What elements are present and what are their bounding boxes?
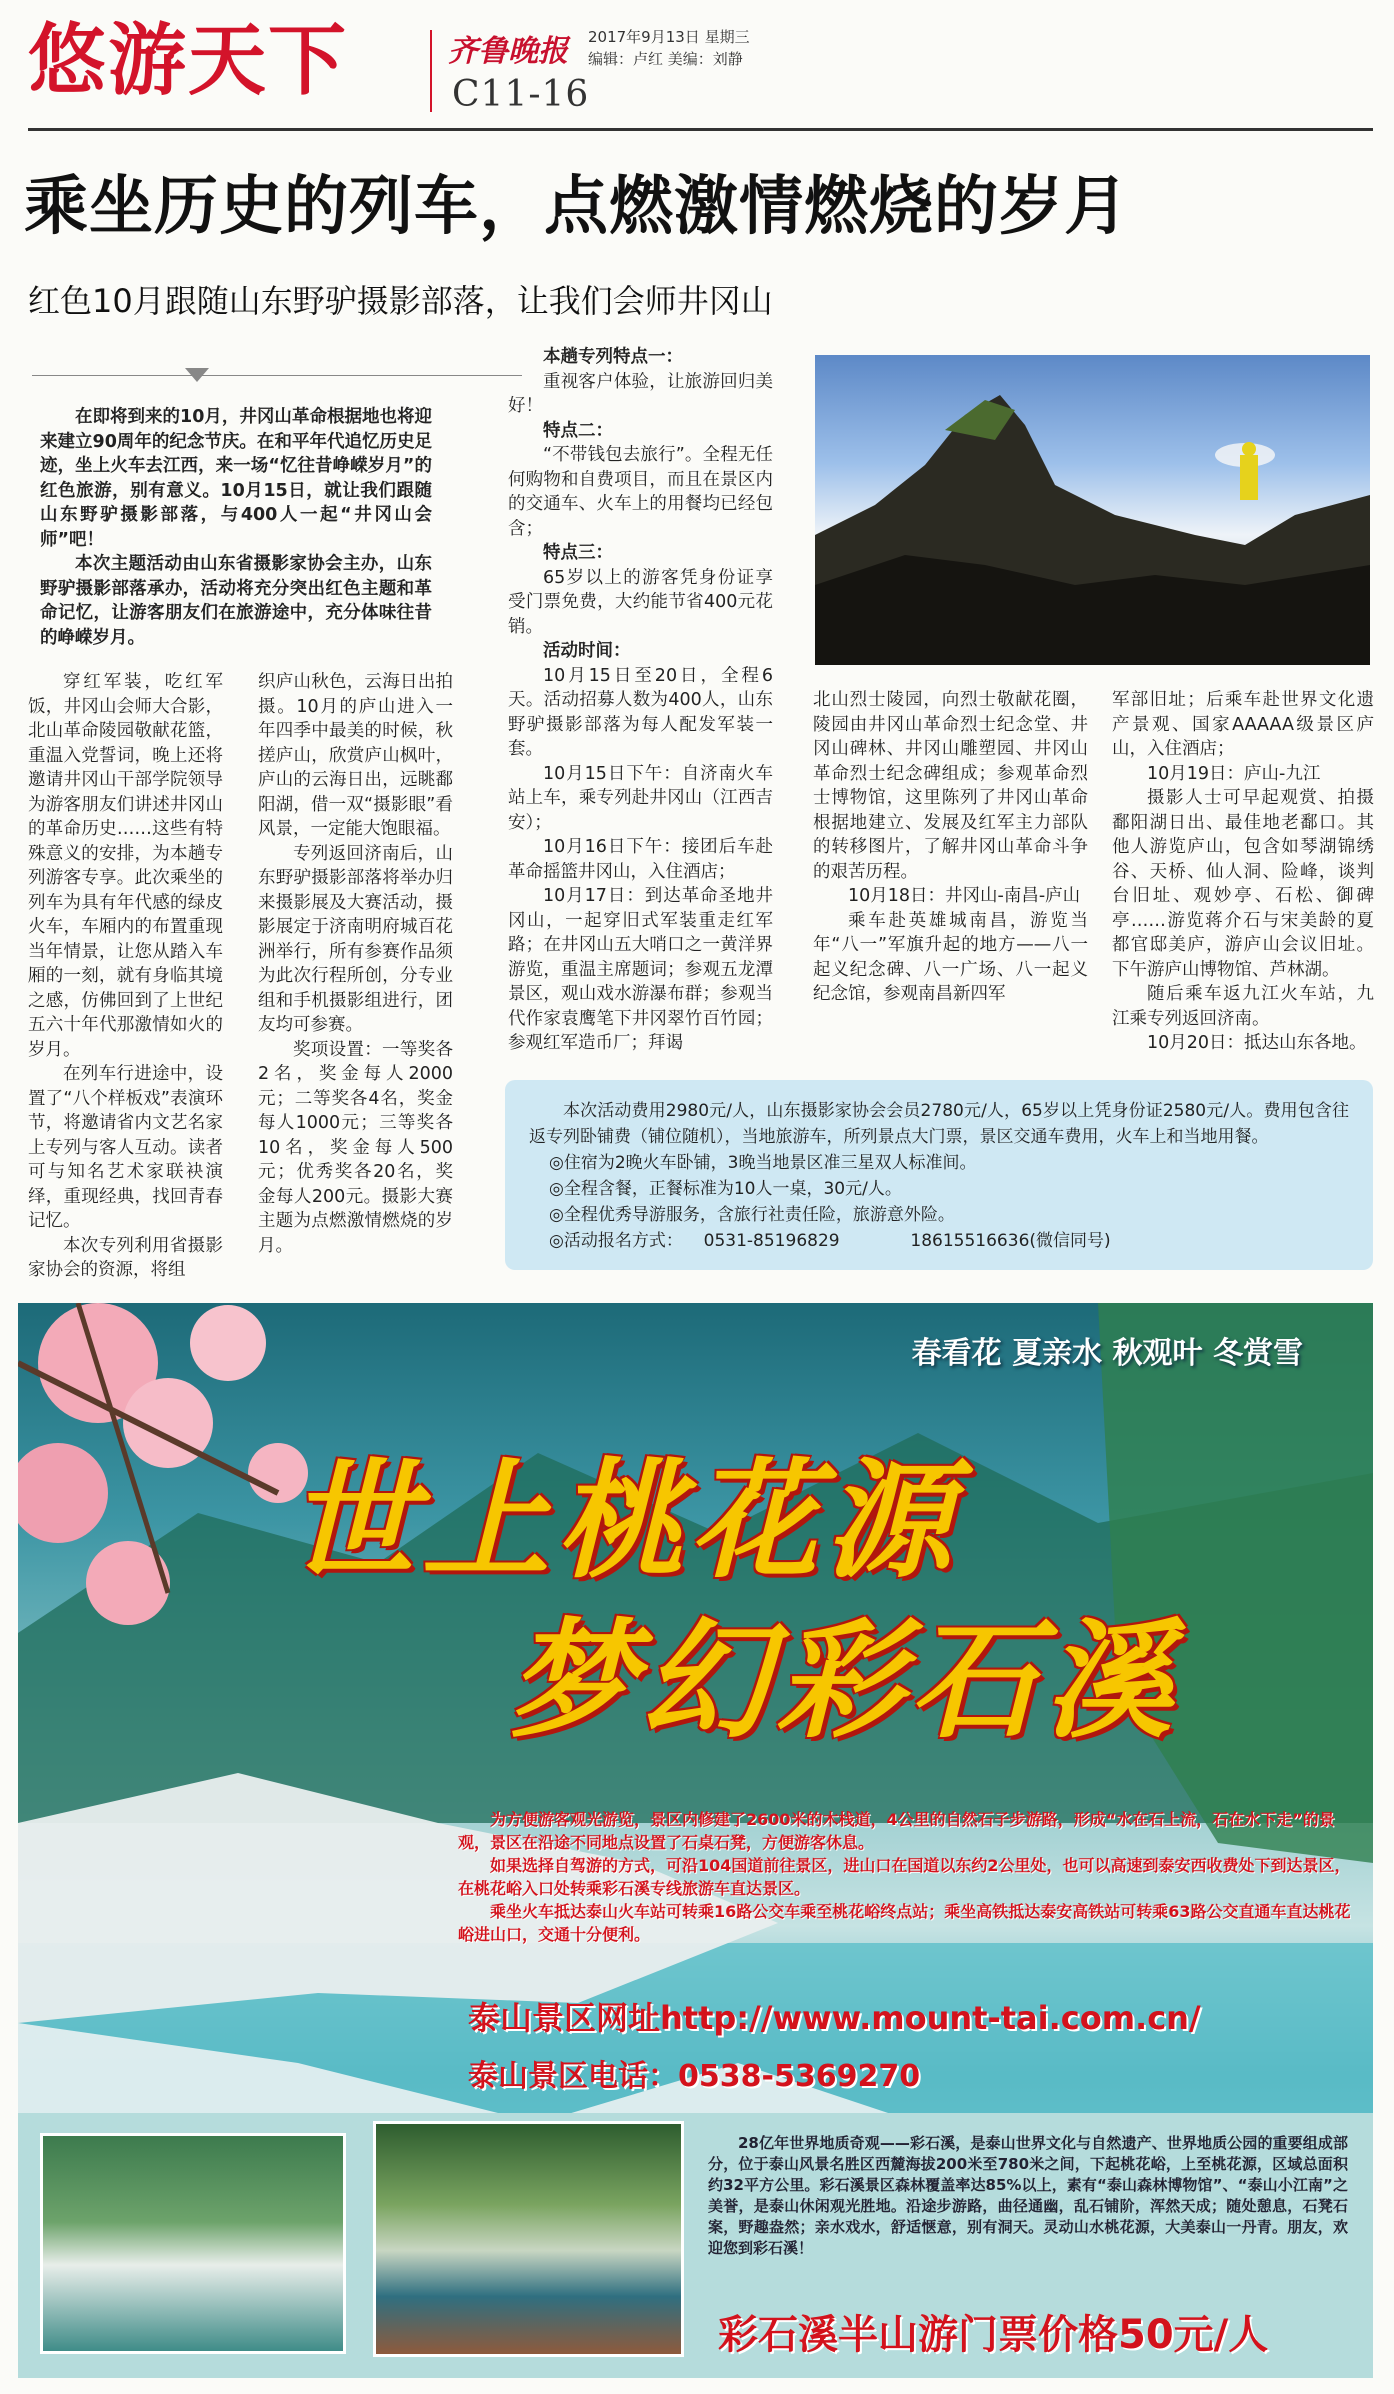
article-paragraph: 织庐山秋色，云海日出拍摄。10月的庐山进入一年四季中最美的时候，秋搓庐山，欣赏庐山枫叶，庐山的云海日出，远眺鄱阳湖，借一双“摄影眼”看风景，一定能大饱眼福。 <box>258 672 453 839</box>
ad-phone[interactable]: 泰山景区电话：0538-5369270 <box>468 2059 921 2094</box>
schedule-day: 10月16日下午：接团后车赴革命摇篮井冈山，入住酒店； <box>508 837 773 882</box>
mountain-photo <box>815 355 1370 665</box>
article-paragraph: 专列返回济南后，山东野驴摄影部落将举办归来摄影展及大赛活动，摄影展定于济南明府城百花洲举行，所有参赛作品须为此次行程所创，分专业组和手机摄影组进行，团友均可参赛。 <box>258 843 453 1035</box>
feature-heading: 本趟专列特点一： <box>543 347 683 367</box>
article-column-e <box>1112 688 1374 1056</box>
schedule-text: 北山烈士陵园，向烈士敬献花圈，陵园由井冈山革命烈士纪念堂、井冈山碑林、井冈山雕塑园、井冈山革命烈士纪念碑组成；参观革命烈士博物馆，这里陈列了井冈山革命根据地建立、发展及红军主力部队的转移图片，了解井冈山革命斗争的艰苦历程。 <box>813 690 1088 882</box>
signup-line <box>529 1228 1349 1254</box>
schedule-text: 随后乘车返九江火车站，九江乘专列返回济南。 <box>1112 984 1374 1029</box>
caishixi-advertisement <box>18 1303 1373 2378</box>
signup-label: ◎活动报名方式： <box>549 1231 683 1251</box>
price-line: 本次活动费用2980元/人，山东摄影家协会会员2780元/人，65岁以上凭身份证2580元/人。费用包含往返专列卧铺费（铺位随机），当地旅游车，所列景点大门票，景区交通车费用，火车上和当地用餐。 <box>529 1101 1349 1147</box>
ad-desc-paragraph: 如果选择自驾游的方式，可沿104国道前往景区，进山口在国道以东约2公里处，也可以高速到泰安西收费处下到达景区，在桃花峪入口处转乘彩石溪专线旅游车直达景区。 <box>458 1856 1351 1898</box>
schedule-day: 10月20日：抵达山东各地。 <box>1147 1033 1367 1053</box>
subheadline: 红色10月跟随山东野驴摄影部落，让我们会师井冈山 <box>28 282 773 320</box>
price-bullet: ◎全程优秀导游服务，含旅行社责任险，旅游意外险。 <box>549 1205 955 1225</box>
ad-title-line2: 梦幻彩石溪 <box>508 1607 1179 1756</box>
ad-desc-paragraph: 为方便游客观光游览，景区内修建了2600米的木栈道，4公里的自然石子步游路，形成“水在石上流，石在水下走”的景观，景区在沿途不同地点设置了石桌石凳，方便游客休息。 <box>458 1810 1335 1852</box>
article-column-a <box>28 670 223 1283</box>
schedule-text: 乘车赴英雄城南昌，游览当年“八一”军旗升起的地方——八一起义纪念碑、八一广场、八一起义纪念馆，参观南昌新四军 <box>813 910 1088 1004</box>
article-column-d <box>813 688 1088 1007</box>
mountain-photo-illustration <box>815 355 1370 665</box>
editor-credit: 编辑：卢红 美编：刘静 <box>588 50 743 68</box>
stream-photo-1 <box>40 2133 346 2354</box>
headline: 乘坐历史的列车，点燃激情燃烧的岁月 <box>24 170 1129 244</box>
publication-date: 2017年9月13日 星期三 <box>588 28 750 46</box>
ad-desc-paragraph: 乘坐火车抵达泰山火车站可转乘16路公交车乘至桃花峪终点站；乘坐高铁抵达泰安高铁站可转乘63路公交直通车直达桃花峪进山口，交通十分便利。 <box>458 1902 1351 1944</box>
article-paragraph: 本次专列利用省摄影家协会的资源，将组 <box>28 1235 223 1280</box>
article-paragraph: 在列车行进途中，设置了“八个样板戏”表演环节，将邀请省内文艺名家上专列与客人互动。读者可与知名艺术家联袂演绎，重现经典，找回青春记忆。 <box>28 1064 223 1231</box>
ad-info-text: 28亿年世界地质奇观——彩石溪，是泰山世界文化与自然遗产、世界地质公园的重要组成部分，位于泰山风景名胜区西麓海拔200米至780米之间，下起桃花峪，上至桃花源，区域总面积约32平方公里。彩石溪景区森林覆盖率达85%以上，素有“泰山森林博物馆”、“泰山小江南”之美誉，是泰山休闲观光胜地。沿途步游路，曲径通幽，乱石铺阶，浑然天成；随处憩息，石凳石案，野趣盎然；亲水戏水，舒适惬意，别有洞天。灵动山水桃花源，大美泰山一丹青。朋友，欢迎您到彩石溪！ <box>708 2134 1348 2257</box>
feature-text: 65岁以上的游客凭身份证享受门票免费，大约能节省400元花销。 <box>508 567 773 637</box>
ad-title-line1: 世上桃花源 <box>288 1447 959 1596</box>
price-bullet: ◎住宿为2晚火车卧铺，3晚当地景区准三星双人标准间。 <box>549 1153 977 1173</box>
feature-heading: 特点二： <box>543 420 613 441</box>
masthead-rule <box>28 128 1373 131</box>
masthead-separator <box>430 30 432 112</box>
ad-seasons-slogan: 春看花 夏亲水 秋观叶 冬赏雪 <box>911 1336 1303 1371</box>
ad-ticket-price: 彩石溪半山游门票价格50元/人 <box>718 2312 1269 2358</box>
schedule-day: 10月17日：到达革命圣地井冈山，一起穿旧式军装重走红军路；在井冈山五大哨口之一黄洋界游览，重温主席题词；参观五龙潭景区，观山戏水游瀑布群；参观当代作家袁鹰笔下井冈翠竹百竹园；参观红军造币厂；拜谒 <box>508 886 773 1053</box>
article-column-c <box>508 345 773 1056</box>
feature-heading: 特点三： <box>543 543 613 563</box>
article-paragraph: 穿红军装，吃红军饭，井冈山会师大合影，北山革命陵园敬献花篮，重温入党誓词，晚上还将邀请井冈山干部学院领导为游客朋友们讲述井冈山的革命历史……这些有特殊意义的安排，为本趟专列游客专享。此次乘坐的列车为具有年代感的绿皮火车，车厢内的布置重现当年情景，让您从踏入车厢的一刻，就有身临其境之感，仿佛回到了上世纪五六十年代那激情如火的岁月。 <box>28 672 223 1060</box>
schedule-text: 摄影人士可早起观赏、拍摄鄱阳湖日出、最佳地老鄱口。其他人游览庐山，包含如琴湖锦绣谷、天桥、仙人洞、险峰，谈判台旧址、观妙亭、石松、御碑亭……游览蒋介石与宋美龄的夏都官邸美庐，游庐山会议旧址。下午游庐山博物馆、芦林湖。 <box>1112 788 1374 980</box>
article-column-b <box>258 670 453 1258</box>
feature-text: 重视客户体验，让旅游回归美好！ <box>508 371 773 416</box>
schedule-day: 10月15日下午：自济南火车站上车，乘专列赴井冈山（江西吉安）； <box>508 763 773 833</box>
ad-description <box>458 1808 1358 1946</box>
schedule-day: 10月19日：庐山-九江 <box>1147 763 1321 784</box>
feature-text: “不带钱包去旅行”。全程无任何购物和自费项目，而且在景区内的交通车、火车上的用餐均已经包含； <box>508 445 773 539</box>
paper-name: 齐鲁晚报 <box>448 34 568 69</box>
price-info-box <box>505 1080 1373 1270</box>
ad-website[interactable]: 泰山景区网址http://www.mount-tai.com.cn/ <box>468 1999 1201 2037</box>
price-bullet: ◎全程含餐，正餐标准为10人一桌，30元/人。 <box>549 1179 902 1199</box>
schedule-heading: 活动时间： <box>543 641 631 661</box>
schedule-day: 10月18日：井冈山-南昌-庐山 <box>848 886 1081 906</box>
intro-paragraph: 本次主题活动由山东省摄影家协会主办，山东野驴摄影部落承办，活动将充分突出红色主题和革命记忆，让游客朋友们在旅游途中，充分体味往昔的峥嵘岁月。 <box>40 554 432 648</box>
signup-mobile[interactable]: 18615516636(微信同号) <box>910 1231 1111 1251</box>
article-paragraph: 奖项设置：一等奖各2名，奖金每人2000元；二等奖各4名，奖金每人1000元；三等奖各10名，奖金每人500元；优秀奖各20名，奖金每人200元。摄影大赛主题为点燃激情燃烧的岁月。 <box>258 1039 453 1256</box>
page-number: C11-16 <box>452 74 590 115</box>
schedule-text: 军部旧址；后乘车赴世界文化遗产景观、国家AAAAA级景区庐山，入住酒店； <box>1112 690 1374 759</box>
intro-text <box>40 405 432 650</box>
section-title: 悠游天下 <box>28 16 349 106</box>
price-text <box>529 1098 1349 1254</box>
intro-paragraph: 在即将到来的10月，井冈山革命根据地也将迎来建立90周年的纪念节庆。在和平年代追忆历史足迹，坐上火车去江西，来一场“忆往昔峥嵘岁月”的红色旅游，别有意义。10月15日，就让我们跟随山东野驴摄影部落，与400人一起“井冈山会师”吧！ <box>40 407 432 550</box>
schedule-text: 10月15日至20日，全程6天。活动招募人数为400人，山东野驴摄影部落为每人配发军装一套。 <box>508 665 773 759</box>
signup-phone[interactable]: 0531-85196829 <box>703 1231 840 1251</box>
intro-divider <box>32 375 522 376</box>
intro-arrow-icon <box>185 368 209 382</box>
stream-photo-2 <box>373 2121 684 2357</box>
